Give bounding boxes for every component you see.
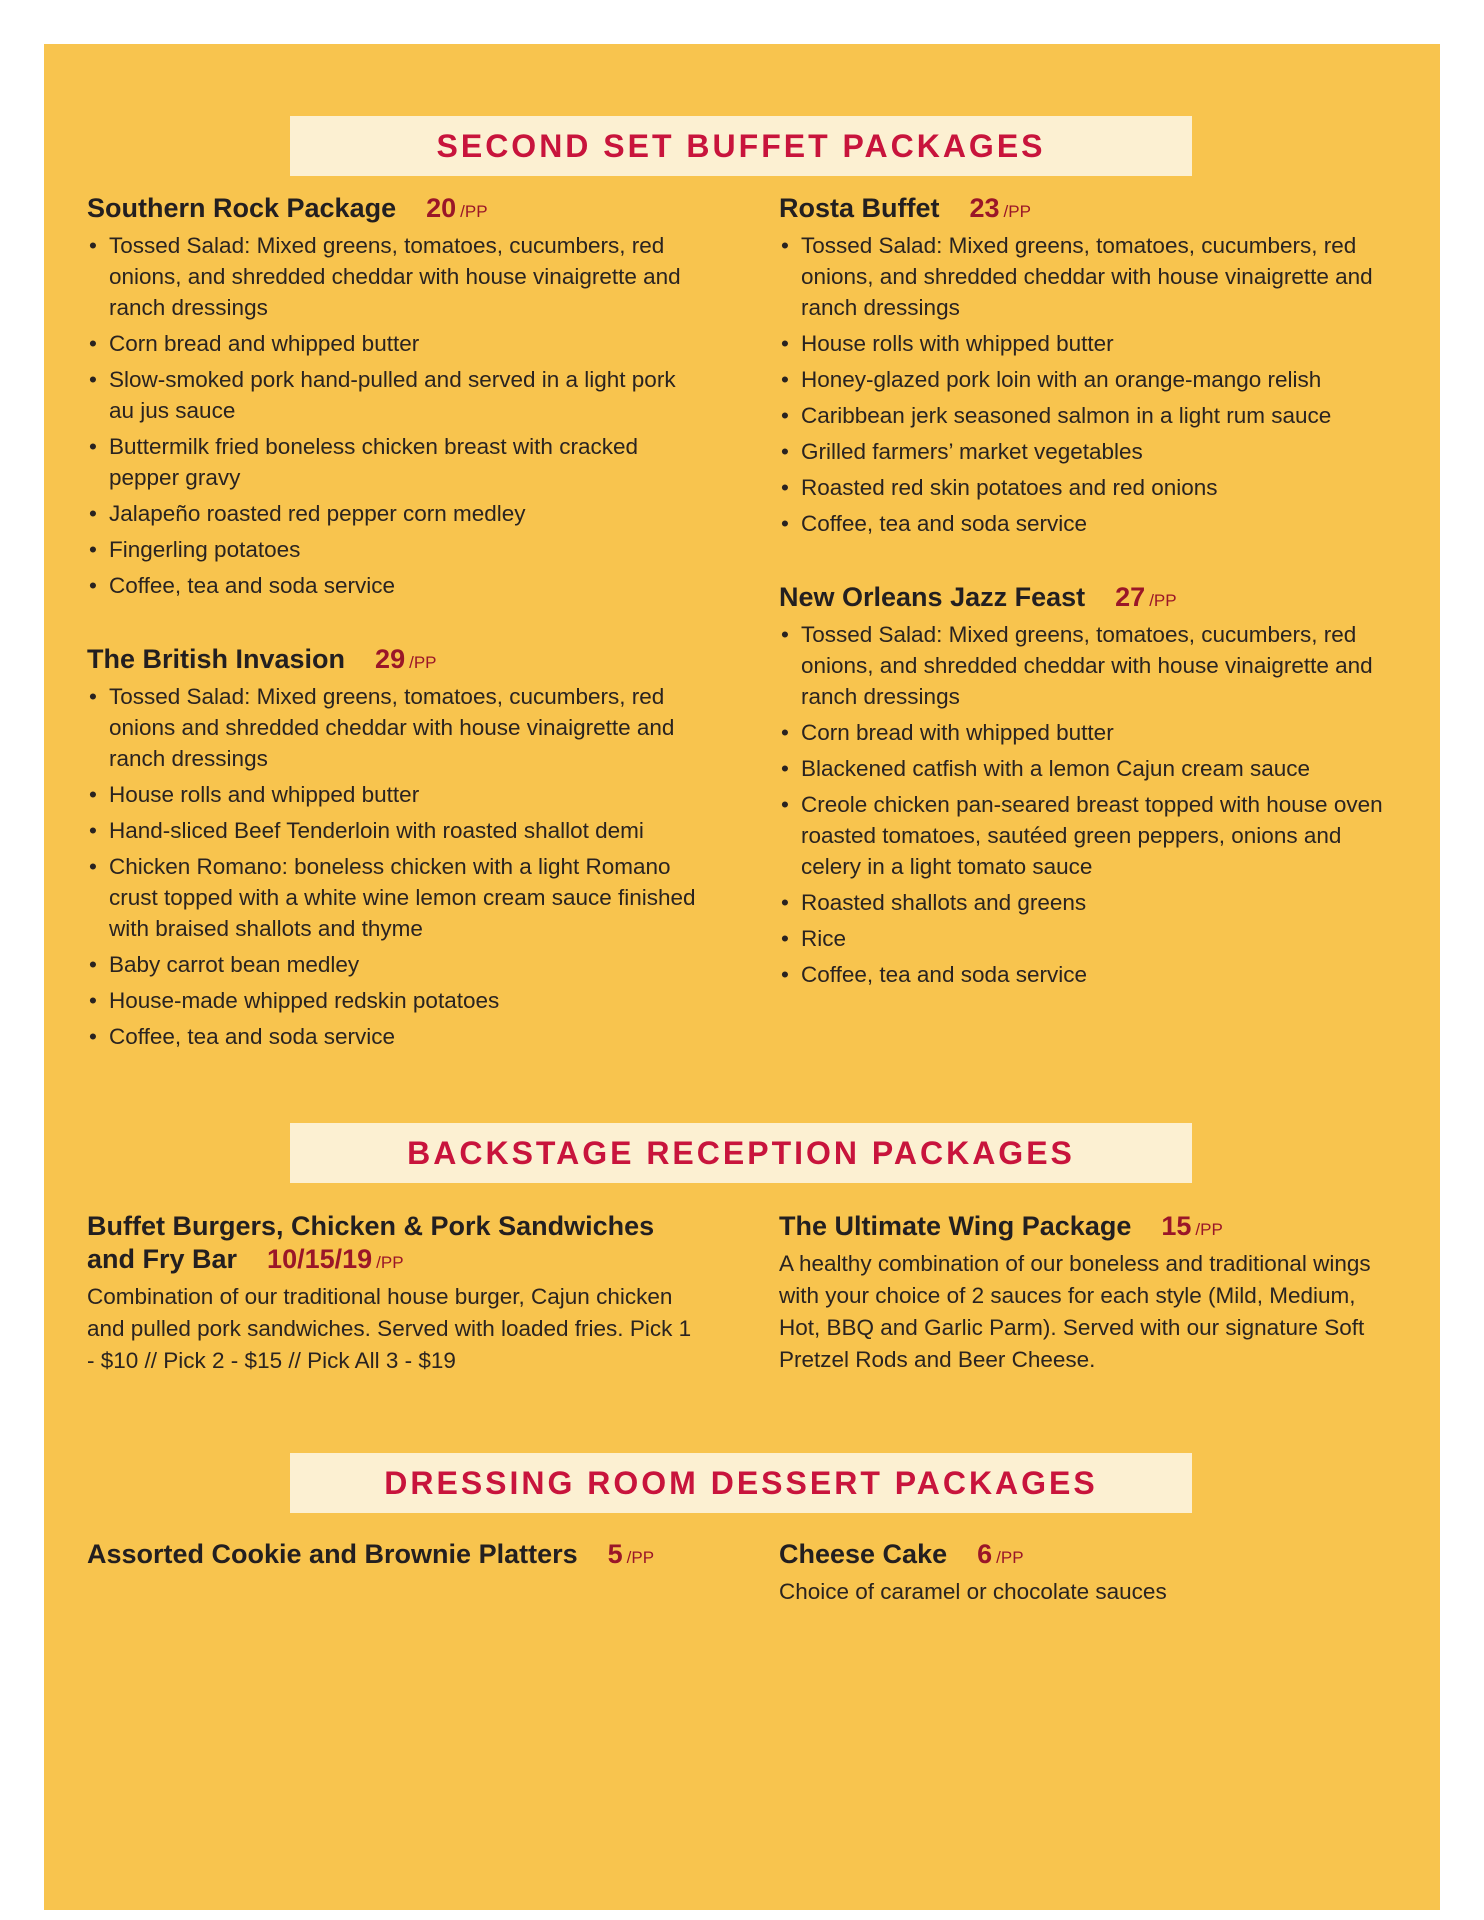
menu-item: • Caribbean jerk seasoned salmon in a light rum sauce [779, 400, 1389, 431]
menu-item: • Coffee, tea and soda service [779, 959, 1389, 990]
package-price: 23 [969, 193, 1000, 223]
menu-item: • Buttermilk fried boneless chicken breast with cracked pepper gravy [87, 431, 697, 493]
price-unit: /PP [409, 653, 437, 672]
price-unit: /PP [460, 202, 488, 221]
price-unit: /PP [1003, 202, 1031, 221]
menu-item: • Tossed Salad: Mixed greens, tomatoes, cucumbers, red onions and shredded cheddar with house vinaigrette and ranch dressings [87, 681, 697, 774]
package-heading [779, 1210, 1389, 1246]
menu-item: • Chicken Romano: boneless chicken with a light Romano crust topped with a white wine lemon cream sauce finished with braised shallots and thyme [87, 851, 697, 944]
menu-item: • Corn bread with whipped butter [779, 717, 1389, 748]
menu-item: • House rolls with whipped butter [779, 328, 1389, 359]
package-british-invasion [87, 643, 697, 1052]
menu-item: • Jalapeño roasted red pepper corn medley [87, 498, 697, 529]
menu-panel [44, 44, 1440, 1910]
package-price: 27 [1115, 582, 1146, 612]
item-list [87, 230, 697, 601]
package-name: The Ultimate Wing Package [779, 1211, 1132, 1241]
package-southern-rock [87, 192, 697, 601]
package-description: A healthy combination of our boneless and traditional wings with your choice of 2 sauces for each style (Mild, Medium, Hot, BBQ and Garlic Parm). Served with our signature Soft Pretzel Rods and Beer Cheese. [779, 1251, 1371, 1372]
menu-item: • Roasted shallots and greens [779, 887, 1389, 918]
menu-item: • House rolls and whipped butter [87, 779, 697, 810]
menu-item: • Creole chicken pan-seared breast topped with house oven roasted tomatoes, sautéed green peppers, onions and celery in a light tomato sauce [779, 789, 1389, 882]
menu-item: • Grilled farmers’ market vegetables [779, 436, 1389, 467]
package-price: 10/15/19 [267, 1244, 373, 1274]
package-price: 15 [1161, 1211, 1192, 1241]
package-name: Buffet Burgers, Chicken & Pork Sandwiches [87, 1211, 655, 1241]
section-title: SECOND SET BUFFET PACKAGES [436, 128, 1046, 164]
menu-item: • House-made whipped redskin potatoes [87, 985, 697, 1016]
menu-item: • Coffee, tea and soda service [87, 570, 697, 601]
menu-item: • Roasted red skin potatoes and red onions [779, 472, 1389, 503]
menu-item: • Tossed Salad: Mixed greens, tomatoes, cucumbers, red onions, and shredded cheddar with house vinaigrette and ranch dressings [779, 230, 1389, 323]
price-unit: /PP [1149, 591, 1177, 610]
menu-item: • Fingerling potatoes [87, 534, 697, 565]
dessert-right-column [779, 1538, 1389, 1608]
package-jazz-feast [779, 581, 1389, 990]
menu-item: • Corn bread and whipped butter [87, 328, 697, 359]
section-banner-reception [290, 1123, 1192, 1183]
menu-item: • Coffee, tea and soda service [779, 508, 1389, 539]
package-price: 29 [375, 644, 406, 674]
package-heading [87, 1538, 697, 1574]
menu-item: • Tossed Salad: Mixed greens, tomatoes, cucumbers, red onions, and shredded cheddar with house vinaigrette and ranch dressings [779, 619, 1389, 712]
package-name: Southern Rock Package [87, 193, 397, 223]
item-list [779, 230, 1389, 539]
reception-left-column [87, 1210, 697, 1377]
package-name: Cheese Cake [779, 1539, 948, 1569]
section-banner-dessert [290, 1453, 1192, 1513]
menu-item: • Honey-glazed pork loin with an orange-mango relish [779, 364, 1389, 395]
package-price: 20 [426, 193, 457, 223]
package-description: Combination of our traditional house burger, Cajun chicken and pulled pork sandwiches. Served with loaded fries. Pick 1 - $10 // Pick 2 - $15 // Pick All 3 - $19 [87, 1284, 692, 1373]
package-price: 5 [607, 1539, 623, 1569]
package-name: Rosta Buffet [779, 193, 940, 223]
price-unit: /PP [376, 1253, 404, 1272]
menu-item: • Slow-smoked pork hand-pulled and served in a light pork au jus sauce [87, 364, 697, 426]
package-name-line2: and Fry Bar [87, 1244, 238, 1274]
package-price: 6 [977, 1539, 993, 1569]
package-name: New Orleans Jazz Feast [779, 582, 1086, 612]
package-name: The British Invasion [87, 644, 346, 674]
section-title: DRESSING ROOM DESSERT PACKAGES [384, 1465, 1098, 1501]
menu-item: • Baby carrot bean medley [87, 949, 697, 980]
item-list [87, 681, 697, 1052]
reception-right-column [779, 1210, 1389, 1376]
item-list [779, 619, 1389, 990]
package-description: Choice of caramel or chocolate sauces [779, 1579, 1167, 1604]
package-rosta-buffet [779, 192, 1389, 539]
section-banner-buffet [290, 116, 1192, 176]
menu-item: • Rice [779, 923, 1389, 954]
package-name: Assorted Cookie and Brownie Platters [87, 1539, 578, 1569]
price-unit: /PP [626, 1548, 655, 1567]
package-heading [779, 1538, 1389, 1574]
menu-item: • Tossed Salad: Mixed greens, tomatoes, cucumbers, red onions, and shredded cheddar with house vinaigrette and ranch dressings [87, 230, 697, 323]
buffet-right-column [779, 192, 1389, 1032]
package-heading [87, 1210, 697, 1279]
menu-item: • Hand-sliced Beef Tenderloin with roasted shallot demi [87, 815, 697, 846]
dessert-left-column [87, 1538, 697, 1576]
buffet-left-column [87, 192, 697, 1094]
section-title: BACKSTAGE RECEPTION PACKAGES [407, 1135, 1075, 1171]
menu-item: • Coffee, tea and soda service [87, 1021, 697, 1052]
price-unit: /PP [1195, 1220, 1223, 1239]
menu-item: • Blackened catfish with a lemon Cajun cream sauce [779, 753, 1389, 784]
price-unit: /PP [996, 1548, 1024, 1567]
